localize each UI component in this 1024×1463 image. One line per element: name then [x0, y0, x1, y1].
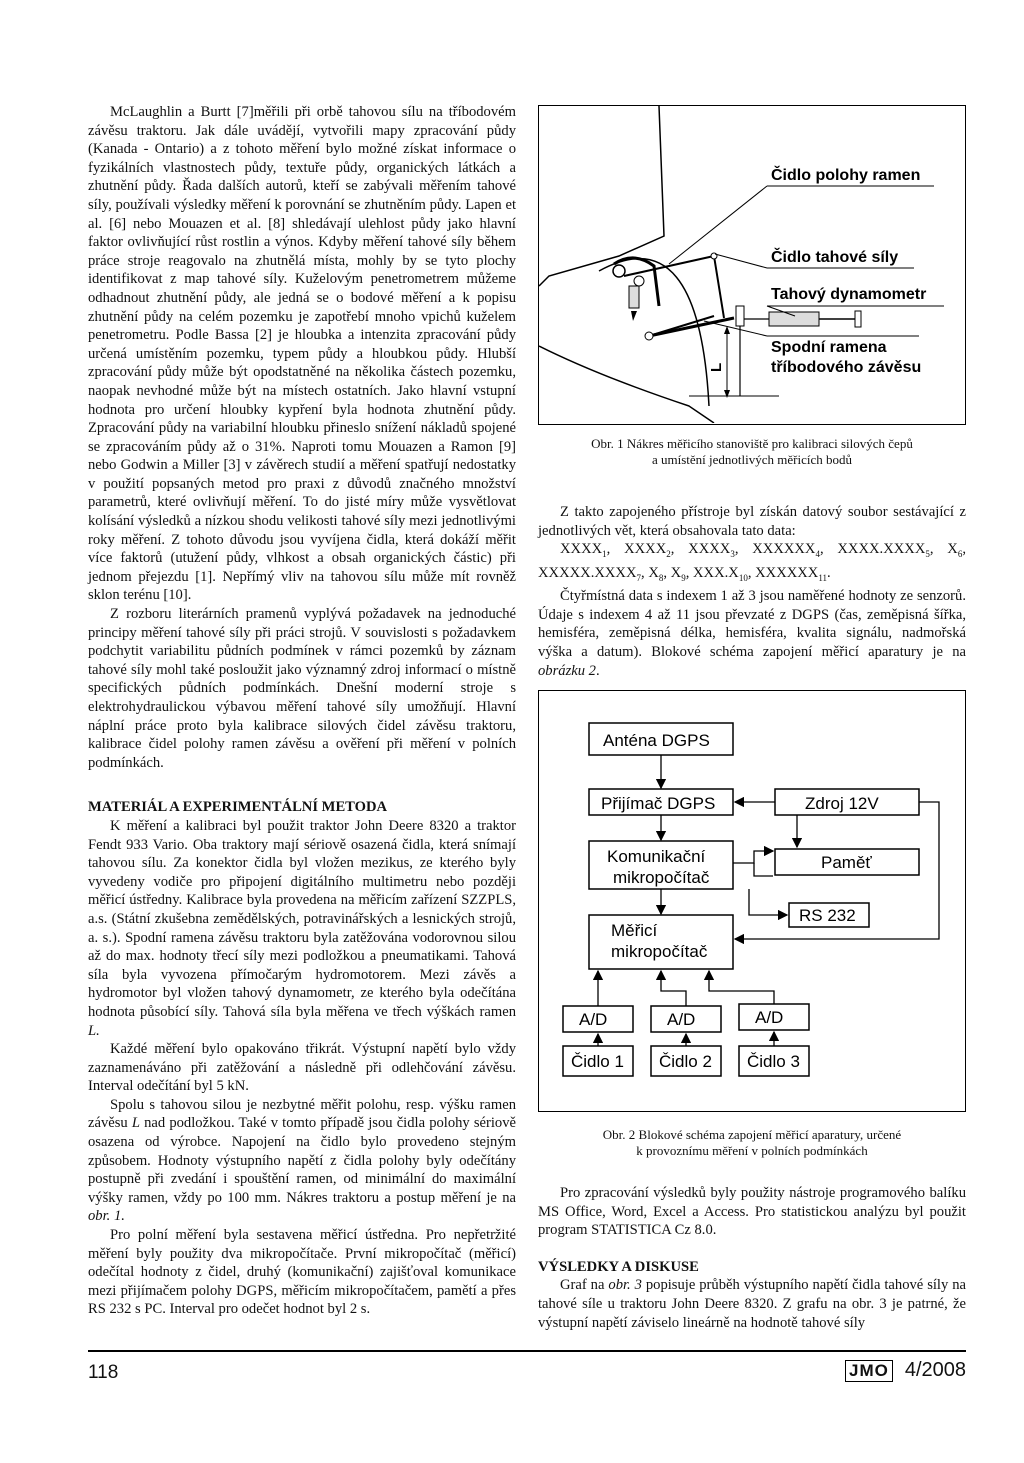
text-ad-1: A/D	[579, 1010, 608, 1029]
figure-2	[538, 690, 966, 1112]
paragraph: McLaughlin a Burtt [7]měřili při orbě tahovou sílu na tříbodovém závěsu traktoru. Jak dále uvádějí, vytvořili mapy zpracování půdy (Kanada - Ontario) a z tohoto měření bylo možné získat informace o fyzikálních vlastnostech půdy, textuře půdy, organických látkách a zhutnění půdy. Řada dalších autorů, kteří se zabývali měřením tahové síly, používali výsledky měření k porovnání se zhutněním půdy. Lapen et al. [6] nebo Mouazen et al. [8] shledávají ulehlost půdy jako hlavní faktor ovlivňující růst rostlin a výnos. Kdyby měření tahové síly během práce stroje reagovalo na zhutnělá místa, mohly by se tyto plochy identifikovat z map tahové síly. Kuželovým penetrometrem můžeme odhadnout zhutnění půdy, ale jedná se o bodové měření a k popisu zhutnění půdy na celém pozemku je zapotřebí mnoho vpichů kuželem penetrometru. Podle Bassa [2] je hloubka a intenzita zpracování půdy určená umístěním pozemku, typem půdy a hloubkou půdy. Hlubší zpracování půdy může být opodstatněné na několika částech pozemku, naopak nevhodné může být na místech ostatních. Jako hlavní vstupní hodnota pro určení hloubky kypření byla hodnota zhutnění půdy. Zpracování půdy na variabilní hloubku přineslo snížení nákladů spojené se zpracováním půdy až o 31%. Naproti tomu Mouazen a Ramon [9] nebo Godwin a Miller [3] v závěrech studií a měření spatřují nedostatky v použití popsaných metod pro praxi z důvodů značného množství parametrů, které ovlivňují měření. To do jisté míry může vysvětlovat kolísání výsledků a nízkou shodu velikosti tahové síly mezi jednotlivými roky měření. Z tohoto důvodu jsou vyvíjena čidla, která dokáží měřit více faktorů (utužení půdy, vlhkost a obsah organických částic) při jednom přejezdu [1]. Nepřímý vliv na tahovou sílu může mít rovněž sklon terénu [10].	[88, 104, 516, 604]
text-rs232: RS 232	[799, 906, 856, 925]
paragraph: Z takto zapojeného přístroje byl získán datový soubor sestávající z jednotlivých vět, která obsahovala tato data:	[538, 504, 966, 539]
tractor-sketch	[539, 106, 964, 423]
paragraph: Každé měření bylo opakováno třikrát. Výstupní napětí bylo vždy zaznamenáváno při zatěžování a následně při odlehčování závěsu. Interval odečítání byl 5 kN.	[88, 1041, 516, 1095]
text-sensor-2: Čidlo 2	[659, 1052, 712, 1071]
label-position-sensor: Čidlo polohy ramen	[771, 167, 921, 184]
text-memory: Paměť	[821, 853, 872, 872]
paragraph: Čtyřmístná data s indexem 1 až 3 jsou naměřené hodnoty ze senzorů. Údaje s indexem 4 až 11 jsou převzaté z DGPS (čas, zeměpisná šířka, hemisféra, zeměpisná délka, hemisféra, kvalita signálu, nadmořská výška a datum). Blokové schéma zapojení měřicí aparatury je na obrázku 2.	[538, 588, 966, 679]
figure-2-caption: Obr. 2 Blokové schéma zapojení měřicí aparatury, určené k provoznímu měření v polních podmínkách	[602, 1127, 902, 1158]
text-sensor-1: Čidlo 1	[571, 1052, 624, 1071]
journal-logo: JMO	[845, 1360, 893, 1382]
page-number: 118	[88, 1362, 119, 1383]
text-meas-2: mikropočítač	[611, 942, 708, 961]
paragraph: Z rozboru literárních pramenů vyplývá požadavek na jednoduché principy měření tahové síly při práci strojů. V souvislosti s požadavkem podchytit variabilitu půdních podmínek v rámci pozemků by záznam tahové síly mohl také posloužit jako významný zdroj informací o místně specifických půdních podmínkách. Dnešní moderní stroje s elektrohydraulickou výbavou měření tahové síly umožňují. Hlavní náplní práce proto byla kalibrace silových čidel závěsu traktoru, kalibrace čidel polohy ramen závěsu a ověření při měření v polních podmínkách.	[88, 606, 516, 771]
text-receiver: Přijímač DGPS	[601, 794, 716, 813]
paragraph: Graf na obr. 3 popisuje průběh výstupního napětí čidla tahové síly na tahové síle u traktoru John Deere 8320. Z grafu na obr. 3 je patrné, že výstupní napětí záviselo lineárně na hodnotě tahové síly	[538, 1277, 966, 1331]
block-diagram	[539, 691, 964, 1110]
text-sensor-3: Čidlo 3	[747, 1052, 800, 1071]
right-column-top	[538, 503, 966, 680]
text-meas-1: Měřicí	[611, 921, 658, 940]
paragraph: K měření a kalibraci byl použit traktor John Deere 8320 a traktor Fendt 933 Vario. Oba traktory mají sériově osazená čidla, která snímají tahovou sílu. Za konektor čidla byl vložen mezikus, ze kterého byly vyvedeny vodiče pro připojení digitálního multimetru nebo později měřicí ústředny. Kalibrace byla provedena na měřicím zařízení SZZPLS, a.s. (Státní zkušebna zemědělských, potravinářských a lesnických strojů, a. s.). Spodní ramena závěsu traktoru byla zatěžována vodorovnou silou až do max. hodnoty třecí síly mezi podložkou a pneumatikami. Tahová síla byla vyvozena přímočarým hydromotorem. Mezi závěs a hydromotor byl vložen tahový dynamometr, ze kterého byla odečítána hodnota působící síly. Tahová síla byla měřena ve třech výškách ramen L.	[88, 817, 516, 1039]
figure-1-caption: Obr. 1 Nákres měřicího stanoviště pro kalibraci silových čepů a umístění jednotlivých měřicích bodů	[591, 436, 913, 467]
dimension-label: L	[708, 362, 725, 372]
left-column	[88, 103, 516, 1319]
text-comm-2: mikropočítač	[613, 868, 710, 887]
text-ad-2: A/D	[667, 1010, 696, 1029]
label-lower-arms: Spodní ramena	[771, 339, 887, 356]
section-heading: MATERIÁL A EXPERIMENTÁLNÍ METODA	[88, 799, 388, 816]
data-format-line: $XXXX_1$, $XXXX_2$, $XXXX_3$, $XXXXXX_4$, $XXXX.XXXX_5$, $X_6$, $XXXXX.XXXX_7$, $X_8$, $X_9$, $XXX.X_{10}$, $XXXXXX_{11}$.	[538, 541, 966, 583]
paragraph: Pro polní měření byla sestavena měřicí ústředna. Pro nepřetržité měření byly použity dva mikropočítače. První mikropočítač (měřicí) odečítal hodnoty z čidel, druhý (komunikační) zajišťoval komunikace mezi přijímačem polohy DGPS, měřicím mikropočítačem, pamětí a přes RS 232 s PC. Interval pro odečet hodnot byl 2 s.	[88, 1227, 516, 1318]
label-force-sensor: Čidlo tahové síly	[771, 249, 899, 266]
text-antenna: Anténa DGPS	[603, 731, 710, 750]
label-three-point-hitch: tříbodového závěsu	[771, 359, 922, 376]
paragraph: Pro zpracování výsledků byly použity nástroje programového balíku MS Office, Word, Excel a Access. Pro statistickou analýzu byl použit program STATISTICA Cz 8.0.	[538, 1185, 966, 1239]
journal-info	[845, 1359, 966, 1382]
paragraph: Spolu s tahovou silou je nezbytné měřit polohu, resp. výšku ramen závěsu L nad podložkou. Také v tomto případě jsou čidla polohy sériově osazena od výrobce. Napojení na čidlo bylo provedeno stejným způsobem. Hodnoty výstupního napětí z čidla polohy byly odečítány postupně při zvedání i spouštění ramen, od minimální do maximální výšky ramen, vždy po 100 mm. Nákres traktoru a postup měření je na obr. 1.	[88, 1096, 517, 1225]
footer-rule	[88, 1350, 966, 1352]
right-column-bottom	[538, 1184, 966, 1332]
label-dynamometer: Tahový dynamometr	[771, 286, 927, 303]
figure-1	[538, 105, 966, 425]
text-power: Zdroj 12V	[805, 794, 879, 813]
text-ad-3: A/D	[755, 1008, 784, 1027]
section-heading: VÝSLEDKY A DISKUSE	[538, 1258, 699, 1275]
issue-number: 4/2008	[904, 1359, 966, 1381]
text-comm-1: Komunikační	[607, 847, 706, 866]
